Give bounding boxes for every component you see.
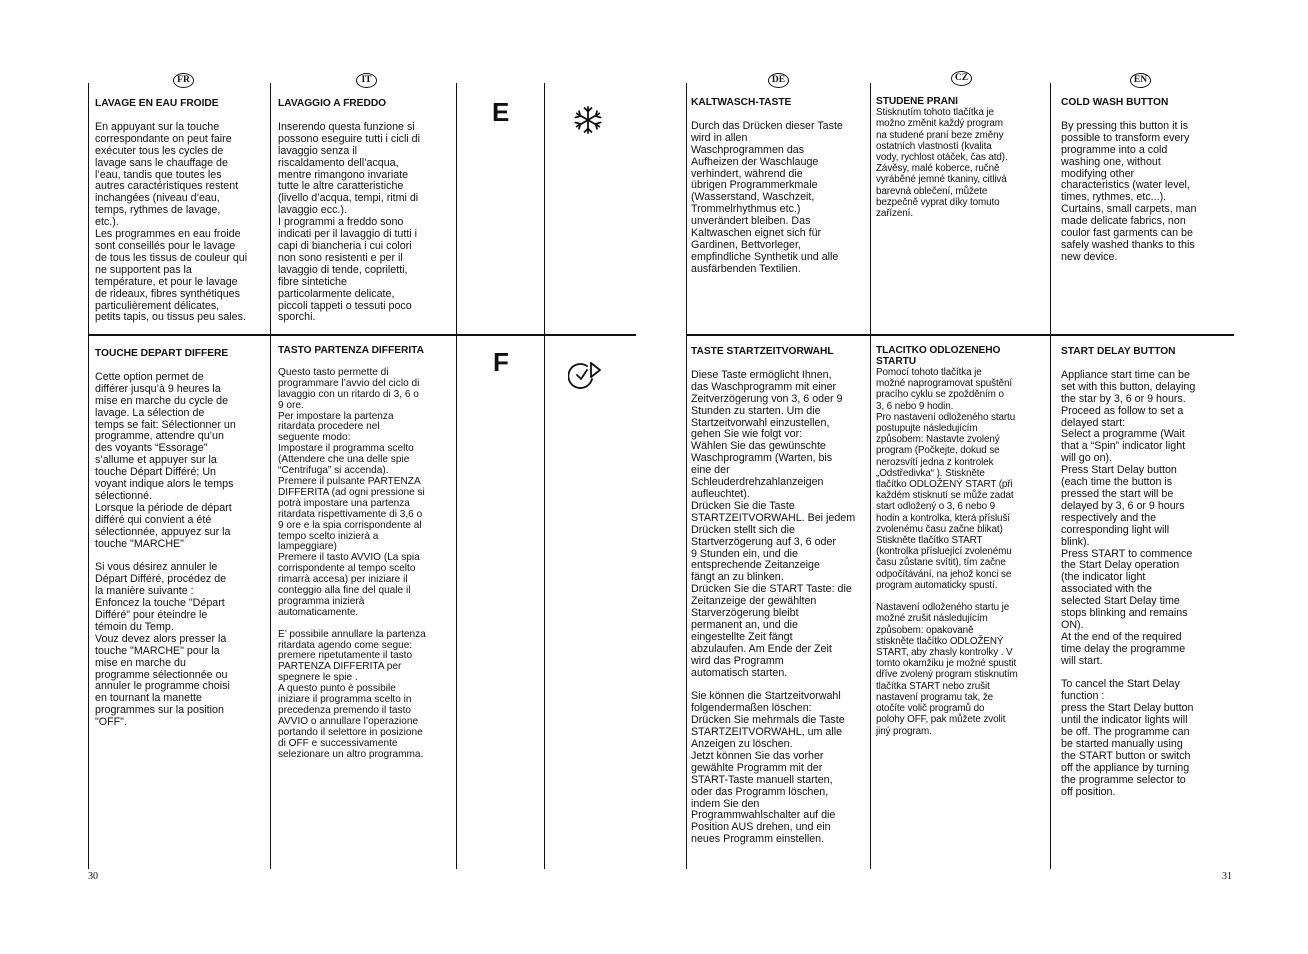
language-badge-de: DE <box>768 73 789 88</box>
snowflake-icon <box>572 104 604 141</box>
column-rule <box>1050 83 1051 869</box>
section-title: COLD WASH BUTTON <box>1061 97 1169 108</box>
button-letter-f: F <box>493 347 509 377</box>
cz-start-delay-section <box>876 346 1048 866</box>
column-rule <box>456 83 457 869</box>
section-body: Durch das Drücken dieser Taste wird in allen Waschprogrammen das Aufheizen der Waschlauge verhindert, während die übrigen Programmerkmale (Wasserstand, Waschzeit, Trommelrhythmus etc.) unverändert bleiben. Das Kaltwaschen eignet sich für Gardinen, Bettvorleger, empfindliche Synthetik und alle ausfärbenden Textilien. <box>691 119 843 275</box>
row-divider <box>686 334 1234 336</box>
section-title: STUDENÉ PRANÍ <box>876 96 958 107</box>
en-cold-wash-section <box>1061 97 1229 329</box>
language-badge-en: EN <box>1130 73 1151 88</box>
section-body: Diese Taste ermöglicht Ihnen, das Waschprogramm mit einer Zeitverzögerung von 3, 6 oder 9 Stunden zu starten. Um die Startzeitvorwahl einzustellen, gehen Sie wie folgt vor: Wählen Sie das gewünschte Waschprogramm (Warten, bis eine der Schleuderdrehzahlanzeigen aufleuchtet). Drücken Sie die Taste STARTZEITVORWAHL. Bei jedem Drücken stellt sich die Startverzögerung auf 3, 6 oder 9 Stunden ein, und die entsprechende Zeitanzeige fängt an zu blinken. Drücken Sie die START Taste: die Zeitanzeige der gewählten Starverzögerung bleibt permanent an, und die eingestellte Zeit fängt abzulaufen. Am Ende der Zeit wird das Programm automatisch starten. Sie können die Startzeitvorwahl folgendermaßen löschen: Drücken Sie mehrmals die Taste STARTZEITVORWAHL, um alle Anzeigen zu löschen. Jetzt können Sie das vorher gewählte Programm mit der START-Taste manuell starten, oder das Programm löschen, indem Sie den Programmwahlschalter auf die Position AUS drehen, und ein neues Programm einstellen. <box>691 368 856 846</box>
section-body: En appuyant sur la touche correspondante on peut faire exécuter tous les cycles de lavage sans le chauffage de l’eau, tandis que toutes les autres caractéristiques restent inchangées (niveau d’eau, temps, rythmes de lavage, etc.). Les programmes en eau froide sont conseillés pour le lavage de tous les tissus de couleur qui ne supportent pas la température, et pour le lavage de rideaux, fibres synthétiques particulièrement délicates, petits tapis, ou tissus peu sales. <box>95 120 248 324</box>
cz-cold-wash-section <box>876 96 1048 328</box>
section-title: TLAČÍTKO ODLOŽENÉHO STARTU <box>876 346 1001 367</box>
column-rule <box>544 83 545 869</box>
section-title: TASTO PARTENZA DIFFERITA <box>278 346 425 356</box>
section-title: LAVAGGIO A FREDDO <box>278 98 387 109</box>
section-title: KALTWASCH-TASTE <box>691 97 792 108</box>
section-body: Appliance start time can be set with this button, delaying the star by 3, 6 or 9 hours. Proceed as follow to set a delayed start: Select a programme (Wait that a “Spin” indicator light will go on). Press Start Delay button (each time the button is pressed the start will be delayed by 3, 6 or 9 hours respectively and the corresponding light will blink). Press START to commence the Start Delay operation (the indicator light associated with the selected Start Delay time stops blinking and remains ON). At the end of the required time delay the programme will start. To cancel the Start Delay function : press the Start Delay button until the indicator lights will be off. The programme can be started manually using the START button or switch off the appliance by turning the programme selector to off position. <box>1061 368 1196 798</box>
row-divider <box>88 334 636 336</box>
fr-start-delay-section <box>95 348 267 868</box>
column-rule <box>88 83 89 869</box>
column-rule <box>270 83 271 869</box>
it-start-delay-section <box>278 346 454 866</box>
section-body: Pomocí tohoto tlačítka je možné naprogramovat spuštění pracího cyklu se zpožděním o 3, 6 nebo 9 hodin. Pro nastavení odloženého startu postupujte následujícím způsobem: Nastavte zvolený program (Počkejte, dokud se nerozsvítí jedna z kontrolek „Odstředivka“ ). Stiskněte tlačítko ODLOŽENÝ START (při každém stisknutí se může zadat start odložený o 3, 6 nebo 9 hodin a kontrolka, která přísluší zvolenému času začne blikat) Stiskněte tlačítko START (kontrolka přísluející zvolenému času zůstane svítit), tím začne odpočítávání, na jehož konci se program automaticky spustí. Nastavení odloženého startu je možné zrušit následujícím způsobem: opakovaně stiskněte tlačítko ODLOŽENÝ START, aby zhasly kontrolky . V tomto okamžiku je možné spustit dříve zvolený program stisknutím tlačítka START nebo zrušit nastavení programu tak, že otočíte volič programů do polohy OFF, pak můžete zvolit jiný program. <box>876 367 1018 737</box>
button-letter-e: E <box>492 97 510 127</box>
page-number-left: 30 <box>88 871 98 882</box>
section-body: Questo tasto permette di programmare l’avvio del ciclo di lavaggio con un ritardo di 3, 6 o 9 ore. Per impostare la partenza ritardata procedere nel seguente modo: Impostare il programma scelto (Attendere che una delle spie “Centrifuga” si accenda). Premere il pulsante PARTENZA DIFFERITA (ad ogni pressione si potrà impostare una partenza ritardata rispettivamente di 3,6 o 9 ore e la spia corrispondente al tempo scelto inizierà a lampeggiare) Premere il tasto AVVIO (La spia corrispondente al tempo scelto rimarrà accesa) per iniziare il conteggio alla fine del quale il programma inizierà automaticamente. E’ possibile annullare la partenza ritardata agendo come segue: premere ripetutamente il tasto PARTENZA DIFFERITA per spegnere le spie . A questo punto è possibile iniziare il programma scelto in precedenza premendo il tasto AVVIO o annullare l’operazione portando il selettore in posizione di OFF e successivamente selezionare un altro programma. <box>278 366 426 760</box>
section-title: TASTE STARTZEITVORWAHL <box>691 346 834 357</box>
section-title: TOUCHE DEPART DIFFERE <box>95 348 229 359</box>
language-badge-it: IT <box>356 73 377 88</box>
it-cold-wash-section <box>278 98 454 330</box>
section-body: By pressing this button it is possible to transform every programme into a cold washing one, without modifying other characteristics (water level, times, rythmes, etc...). Curtains, small carpets, man made delicate fabrics, non coulor fast garments can be safely washed thanks to this new device. <box>1061 119 1197 263</box>
column-rule <box>870 83 871 869</box>
de-cold-wash-section <box>691 97 868 329</box>
column-rule <box>686 83 687 869</box>
en-start-delay-section <box>1061 346 1229 866</box>
language-badge-cz: CZ <box>951 71 972 86</box>
clock-play-icon <box>568 357 608 396</box>
fr-cold-wash-section <box>95 98 267 330</box>
section-title: START DELAY BUTTON <box>1061 346 1176 357</box>
section-body: Inserendo questa funzione si possono eseguire tutti i cicli di lavaggio senza il riscaldamento dell’acqua, mentre rimangono invariate tutte le altre caratteristiche (livello d’acqua, tempi, ritmi di lavaggio ecc.). I programmi a freddo sono indicati per il lavaggio di tutti i capi di biancheria i cui colori non sono resistenti e per il lavaggio di tende, copriletti, fibre sintetiche particolarmente delicate, piccoli tappeti o tessuti poco sporchi. <box>278 120 420 324</box>
page-number-right: 31 <box>1222 871 1232 882</box>
language-badge-fr: FR <box>173 73 194 88</box>
section-body: Cette option permet de différer jusqu’à 9 heures la mise en marche du cycle de lavage. La sélection de temps se fait: Sélectionner un programme, attendre qu’un des voyants “Essorage” s’allume et appuyer sur la touche Départ Différé; Un voyant indique alors le temps sélectionné. Lorsque la période de départ différé qui convient a été sélectionnée, appuyez sur la touche "MARCHE" Si vous désirez annuler le Départ Différé, procédez de la manière suivante : Enfoncez la touche "Départ Différé" pour éteindre le témoin du Temp. Vouz devez alors presser la touche "MARCHE" pour la mise en marche du programme sélectionnée ou annuler le programme choisi en tournant la manette programmes sur la position "OFF". <box>95 370 236 729</box>
section-body: Stisknutím tohoto tlačítka je možno změnit každý program na studené praní beze změny ostatních vlastností (kvalita vody, rychlost otáček, čas atd). Závěsy, malé koberce, ručně vyráběné jemné tkaniny, citlivá barevná oblečení, můžete bezpečně vyprat díky tomuto zařízení. <box>876 107 1008 220</box>
de-start-delay-section <box>691 346 868 866</box>
section-title: LAVAGE EN EAU FROIDE <box>95 98 219 109</box>
